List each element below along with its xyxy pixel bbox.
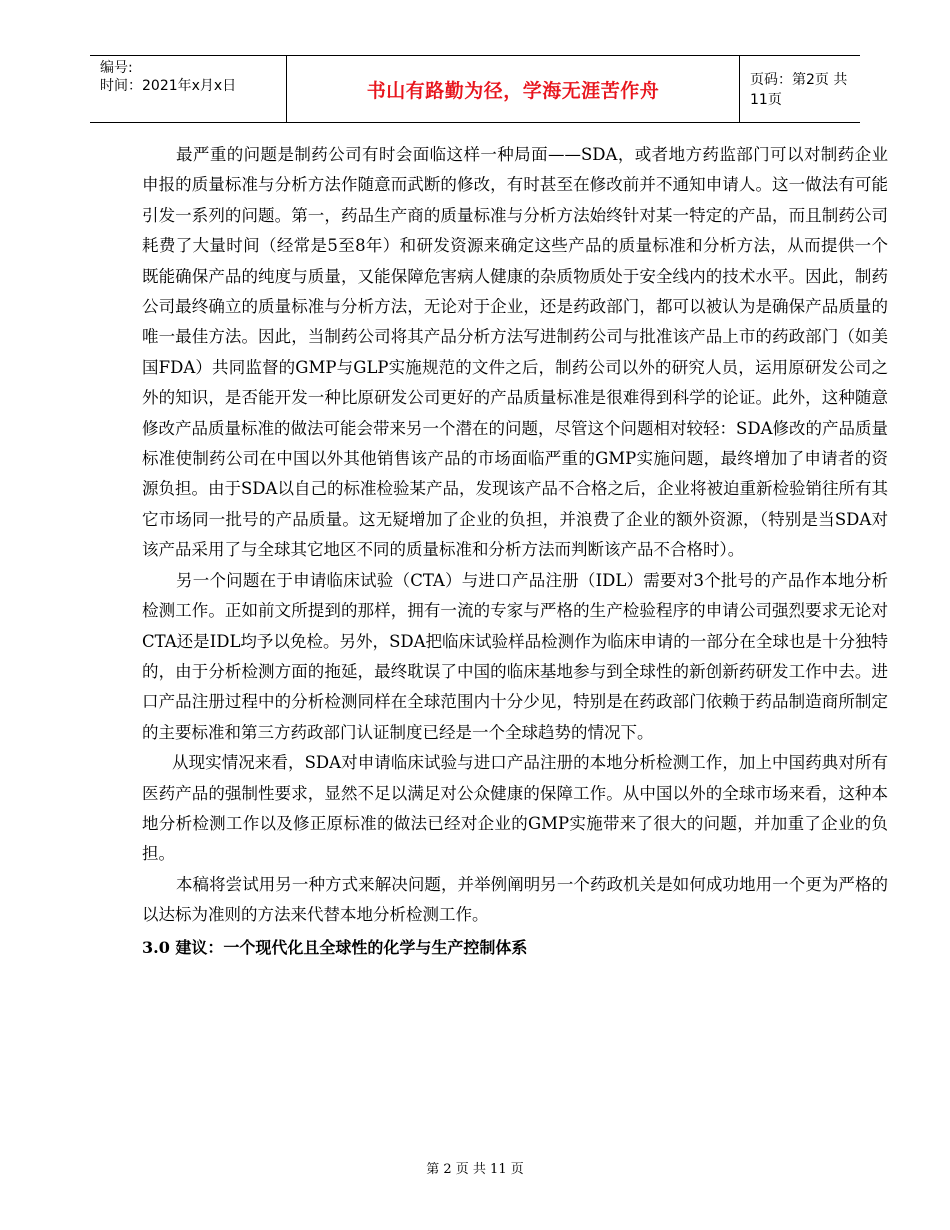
body-paragraph-2: 另一个问题在于申请临床试验（CTA）与进口产品注册（IDL）需要对3个批号的产品作本地分析检测工作。正如前文所提到的那样，拥有一流的专家与严格的生产检验程序的申请公司强烈要求无论对CTA还是IDL均予以免检。另外，SDA把临床试验样品检测作为临床申请的一部分在全球也是十分独特的，由于分析检测方面的拖延，最终耽误了中国的临床基地参与到全球性的新创新药研发工作中去。进口产品注册过程中的分析检测同样在全球范围内十分少见，特别是在药政部门依赖于药品制造商所制定的主要标准和第三方药政部门认证制度已经是一个全球趋势的情况下。 xyxy=(142,570,888,742)
body-paragraph-4: 本稿将尝试用另一种方式来解决问题，并举例阐明另一个药政机关是如何成功地用一个更为严格的以达标为准则的方法来代替本地分析检测工作。 xyxy=(142,874,888,925)
section-heading: 3.0 建议：一个现代化且全球性的化学与生产控制体系 xyxy=(142,937,528,957)
body-paragraph-1: 最严重的问题是制药公司有时会面临这样一种局面——SDA，或者地方药监部门可以对制药企业申报的质量标准与分析方法作随意而武断的修改，有时甚至在修改前并不通知申请人。这一做法有可能引发一系列的问题。第一，药品生产商的质量标准与分析方法始终针对某一特定的产品，而且制药公司耗费了大量时间（经常是5至8年）和研发资源来确定这些产品的质量标准和分析方法，从而提供一个既能确保产品的纯度与质量，又能保障危害病人健康的杂质物质处于安全线内的技术水平。因此，制药公司最终确立的质量标准与分析方法，无论对于企业，还是药政部门，都可以被认为是确保产品质量的唯一最佳方法。因此，当制药公司将其产品分析方法写进制药公司与批准该产品上市的药政部门（如美国FDA）共同监督的GMP与GLP实施规范的文件之后，制药公司以外的研究人员，运用原研发公司之外的知识，是否能开发一种比原研发公司更好的产品质量标准是很难得到科学的论证。此外，这种随意修改产品质量标准的做法可能会带来另一个潜在的问题，尽管这个问题相对较轻：SDA修改的产品质量标准使制药公司在中国以外其他销售该产品的市场面临严重的GMP实施问题，最终增加了申请者的资源负担。由于SDA以自己的标准检验某产品，发现该产品不合格之后，企业将被迫重新检验销往所有其它市场同一批号的产品质量。这无疑增加了企业的负担，并浪费了企业的额外资源，（特别是当SDA对该产品采用了与全球其它地区不同的质量标准和分析方法而判断该产品不合格时）。 xyxy=(142,145,888,560)
header-slogan: 书山有路勤为径，学海无涯苦作舟 xyxy=(286,56,740,122)
header-meta xyxy=(90,56,286,122)
body-paragraph-3: 从现实情况来看，SDA对申请临床试验与进口产品注册的本地分析检测工作，加上中国药典对所有医药产品的强制性要求，显然不足以满足对公众健康的保障工作。从中国以外的全球市场来看，这种本地分析检测工作以及修正原标准的做法已经对企业的GMP实施带来了很大的问题，并加重了企业的负担。 xyxy=(142,753,888,864)
header-page-info: 页码：第2页 共11页 xyxy=(750,72,848,108)
document-time-label: 时间：2021年x月x日 xyxy=(100,78,237,94)
page-footer: 第 2 页 共 11 页 xyxy=(426,1162,524,1177)
document-number-label: 编号: xyxy=(100,60,133,76)
document-body xyxy=(142,140,888,963)
page-header xyxy=(90,55,860,123)
